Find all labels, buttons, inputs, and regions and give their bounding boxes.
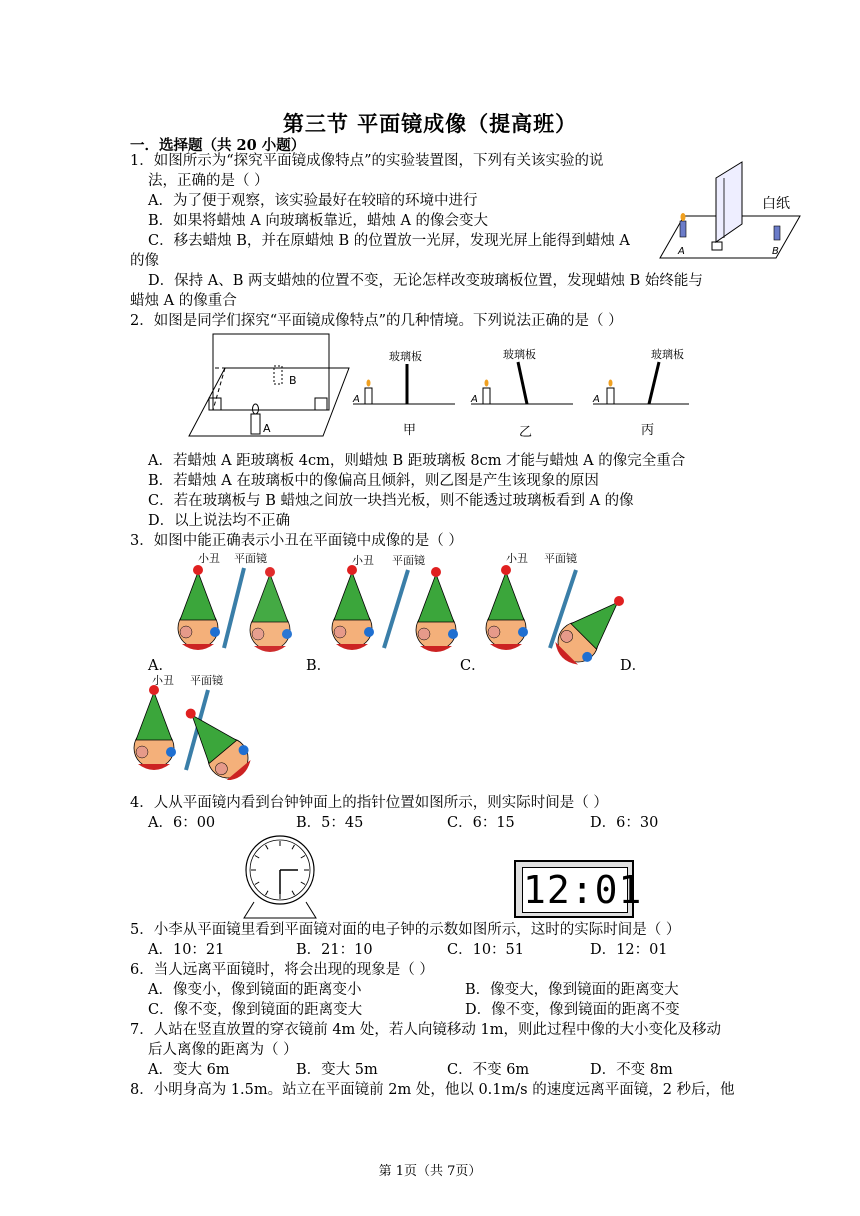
q2-fig-yi: 乙 bbox=[519, 425, 533, 440]
q6-stem: 6．当人远离平面镜时，将会出现的现象是（ ） bbox=[130, 962, 434, 978]
q1-option-d-line1: D．保持 A、B 两支蜡烛的位置不变，无论怎样改变玻璃板位置，发现蜡烛 B 始终能与 bbox=[148, 273, 703, 289]
q3-option-c: C． bbox=[460, 658, 486, 674]
q1-fig-label-b: B bbox=[772, 246, 779, 257]
q2-option-d: D．以上说法均不正确 bbox=[148, 513, 291, 529]
q7-stem-line1: 7．人站在竖直放置的穿衣镜前 4m 处，若人向镜移动 1m，则此过程中像的大小变化及移动 bbox=[130, 1022, 721, 1038]
q2-fig-jia: 甲 bbox=[403, 423, 417, 438]
q5-option-c: C．10：51 bbox=[447, 942, 524, 958]
q5-option-d: D．12：01 bbox=[590, 942, 668, 958]
q3-option-d: D． bbox=[620, 658, 647, 674]
q1-option-c-line2: 的像 bbox=[130, 253, 159, 269]
q8-stem: 8．小明身高为 1.5m。站立在平面镜前 2m 处，他以 0.1m/s 的速度远离平面镜，2 秒后，他 bbox=[130, 1082, 735, 1098]
q2-option-c: C．若在玻璃板与 B 蜡烛之间放一块挡光板，则不能透过玻璃板看到 A 的像 bbox=[148, 493, 634, 509]
q2-stem: 2．如图是同学们探究“平面镜成像特点”的几种情境。下列说法正确的是（ ） bbox=[130, 313, 623, 329]
q2-option-a: A．若蜡烛 A 距玻璃板 4cm，则蜡烛 B 距玻璃板 8cm 才能与蜡烛 A 的像完全重合 bbox=[148, 453, 686, 469]
q1-fig-label-a: A bbox=[678, 246, 685, 257]
q5-option-a: A．10：21 bbox=[148, 942, 225, 958]
q3-d-clown-label: 小丑 bbox=[152, 674, 174, 687]
section-heading: 一．选择题（共 20 小题） bbox=[130, 137, 306, 154]
q3-d-mirror-label: 平面镜 bbox=[190, 674, 223, 687]
q1-stem-line1: 1．如图所示为“探究平面镜成像特点”的实验装置图，下列有关该实验的说 bbox=[130, 153, 604, 169]
q4-option-c: C．6：15 bbox=[447, 815, 515, 831]
q4-option-d: D．6：30 bbox=[590, 815, 659, 831]
q2-option-b: B．若蜡烛 A 在玻璃板中的像偏高且倾斜，则乙图是产生该现象的原因 bbox=[148, 473, 599, 489]
q2-jia-label-a: A bbox=[353, 394, 360, 405]
q2-yi-glass-label: 玻璃板 bbox=[503, 348, 536, 361]
q1-option-b: B．如果将蜡烛 A 向玻璃板靠近，蜡烛 A 的像会变大 bbox=[148, 213, 489, 229]
q3-figures-abc bbox=[130, 548, 650, 678]
q5-digital-clock bbox=[514, 860, 643, 918]
q7-option-c: C．不变 6m bbox=[447, 1062, 530, 1078]
q3-figure-d bbox=[128, 672, 268, 780]
q7-option-a: A．变大 6m bbox=[148, 1062, 230, 1078]
q6-option-a: A．像变小，像到镜面的距离变小 bbox=[148, 982, 362, 998]
q3-c-mirror-label: 平面镜 bbox=[544, 552, 577, 565]
q6-option-b: B．像变大，像到镜面的距离变大 bbox=[465, 982, 679, 998]
q1-option-c-line1: C．移去蜡烛 B，并在原蜡烛 B 的位置放一光屏，发现光屏上能得到蜡烛 A bbox=[148, 233, 630, 249]
q6-option-d: D．像不变，像到镜面的距离不变 bbox=[465, 1002, 680, 1018]
q5-clock-digits: 12:01 bbox=[523, 868, 643, 912]
q3-c-clown-label: 小丑 bbox=[506, 552, 528, 565]
q3-option-a: A． bbox=[148, 658, 173, 674]
q7-stem-line2: 后人离像的距离为（ ） bbox=[148, 1042, 298, 1058]
q1-fig-label-paper: 白纸 bbox=[762, 196, 790, 212]
q3-a-clown-label: 小丑 bbox=[198, 552, 220, 565]
q1-option-d-line2: 蜡烛 A 的像重合 bbox=[130, 293, 237, 309]
q2-fig-label-b: B bbox=[289, 374, 297, 387]
q3-a-mirror-label: 平面镜 bbox=[234, 552, 267, 565]
q1-apparatus-figure bbox=[654, 158, 804, 263]
q2-fig-bing: 丙 bbox=[641, 423, 655, 438]
q2-fig-label-a: A bbox=[263, 422, 271, 435]
page-title: 第三节 平面镜成像（提高班） bbox=[282, 111, 578, 136]
q6-option-c: C．像不变，像到镜面的距离变大 bbox=[148, 1002, 363, 1018]
q5-option-b: B．21：10 bbox=[296, 942, 373, 958]
q4-stem: 4．人从平面镜内看到台钟钟面上的指针位置如图所示，则实际时间是（ ） bbox=[130, 795, 608, 811]
q2-figures bbox=[185, 332, 725, 444]
q3-option-b: B． bbox=[306, 658, 332, 674]
page-footer: 第 1页（共 7页） bbox=[378, 1164, 482, 1179]
q7-option-d: D．不变 8m bbox=[590, 1062, 673, 1078]
q5-stem: 5．小李从平面镜里看到平面镜对面的电子钟的示数如图所示，这时的实际时间是（ ） bbox=[130, 922, 681, 938]
q3-b-mirror-label: 平面镜 bbox=[392, 554, 425, 567]
q1-stem-line2: 法，正确的是（ ） bbox=[148, 173, 269, 189]
q3-b-clown-label: 小丑 bbox=[352, 554, 374, 567]
q2-yi-label-a: A bbox=[471, 394, 478, 405]
q4-option-a: A．6：00 bbox=[148, 815, 216, 831]
q4-clock-figure bbox=[240, 832, 340, 922]
q2-jia-glass-label: 玻璃板 bbox=[389, 350, 422, 363]
q3-stem: 3．如图中能正确表示小丑在平面镜中成像的是（ ） bbox=[130, 533, 463, 549]
q1-option-a: A．为了便于观察，该实验最好在较暗的环境中进行 bbox=[148, 193, 478, 209]
q2-bing-label-a: A bbox=[593, 394, 600, 405]
q4-option-b: B．5：45 bbox=[296, 815, 364, 831]
q2-bing-glass-label: 玻璃板 bbox=[651, 348, 684, 361]
q7-option-b: B．变大 5m bbox=[296, 1062, 378, 1078]
